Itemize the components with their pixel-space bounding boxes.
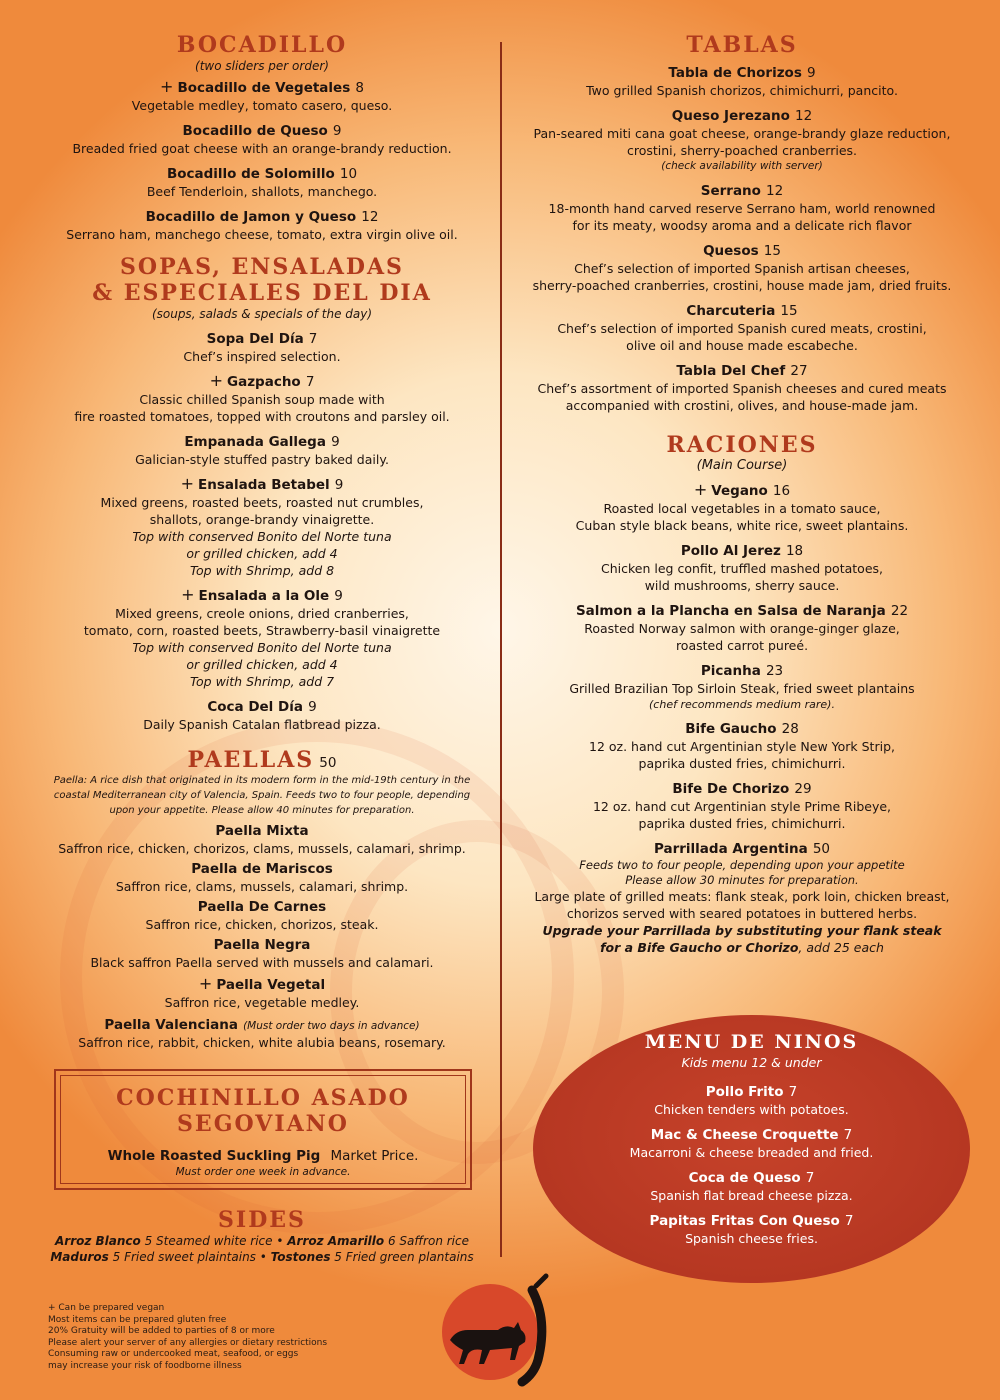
- side-name: Tostones: [270, 1250, 331, 1264]
- menu-item: [40, 860, 484, 895]
- side-name: Arroz Blanco: [55, 1234, 141, 1248]
- item-price: 50: [812, 841, 831, 857]
- vegan-marker: +: [693, 480, 708, 499]
- menu-item: [522, 660, 962, 712]
- tablas-section: [522, 32, 962, 414]
- menu-item: [40, 328, 484, 365]
- item-desc: Vegetable medley, tomato casero, queso.: [131, 98, 393, 113]
- menu-item: [522, 105, 962, 174]
- item-addon-note: or grilled chicken, add 4: [186, 657, 338, 672]
- item-desc: Saffron rice, chicken, chorizos, steak.: [145, 917, 379, 932]
- item-price: 23: [765, 663, 784, 679]
- bocadillo-section: [40, 32, 484, 243]
- item-price: 18: [785, 543, 804, 559]
- item-desc: tomato, corn, roasted beets, Strawberry-basil vinaigrette: [83, 623, 441, 638]
- menu-item: [533, 1081, 970, 1118]
- item-upgrade-price: , add 25 each: [798, 940, 884, 955]
- item-name: Pollo Frito: [705, 1084, 784, 1100]
- item-price: 12: [766, 183, 784, 199]
- item-name: Salmon a la Plancha en Salsa de Naranja: [575, 603, 886, 619]
- item-desc: Pan-seared miti cana goat cheese, orange-brandy glaze reduction,: [533, 126, 951, 141]
- menu-item: [522, 360, 962, 414]
- right-column: [522, 32, 962, 956]
- item-price: 9: [332, 123, 342, 139]
- item-name: Papitas Fritas Con Queso: [649, 1213, 840, 1229]
- item-desc: Chef’s selection of imported Spanish artisan cheeses,: [574, 261, 910, 276]
- item-price: 12: [795, 108, 813, 124]
- item-desc: Chef’s selection of imported Spanish cured meats, crostini,: [557, 321, 927, 336]
- item-desc: Saffron rice, chicken, chorizos, clams, mussels, calamari, shrimp.: [58, 841, 466, 856]
- item-price: 7: [805, 1170, 815, 1186]
- side-name: Maduros: [50, 1250, 109, 1264]
- item-desc: Roasted Norway salmon with orange-ginger glaze,: [584, 621, 900, 636]
- item-price: 7: [308, 331, 318, 347]
- item-desc: Saffron rice, clams, mussels, calamari, shrimp.: [115, 879, 409, 894]
- item-name: Serrano: [700, 183, 761, 199]
- item-price: 15: [780, 303, 798, 319]
- item-desc: Roasted local vegetables in a tomato sauce,: [603, 501, 881, 516]
- item-name: Coca Del Día: [207, 699, 303, 715]
- item-name: Pollo Al Jerez: [680, 543, 781, 559]
- item-desc: Spanish cheese fries.: [685, 1231, 818, 1246]
- item-price: 22: [890, 603, 909, 619]
- menu-item: [522, 718, 962, 772]
- item-desc: wild mushrooms, sherry sauce.: [644, 578, 840, 593]
- raciones-section: [522, 432, 962, 956]
- cochinillo-title-line2: SEGOVIANO: [177, 1111, 349, 1137]
- item-name: Paella Mixta: [215, 823, 309, 839]
- sopas-title-line1: SOPAS, ENSALADAS: [120, 254, 404, 280]
- item-desc: Classic chilled Spanish soup made with: [139, 392, 385, 407]
- footer-line: may increase your risk of foodborne illness: [48, 1360, 242, 1371]
- side-desc: 5 Fried green plantains: [330, 1250, 474, 1264]
- item-note: (check availability with server): [661, 160, 823, 172]
- footer-line: Consuming raw or undercooked meat, seafood, or eggs: [48, 1349, 299, 1359]
- item-price: 27: [790, 363, 808, 379]
- item-name: Empanada Gallega: [184, 434, 326, 450]
- item-desc: 12 oz. hand cut Argentinian style New York Strip,: [589, 739, 895, 754]
- item-desc: Galician-style stuffed pastry baked daily.: [135, 452, 389, 467]
- menu-item: [522, 180, 962, 234]
- item-name: Bife De Chorizo: [672, 781, 790, 797]
- menu-item: [40, 822, 484, 857]
- item-desc: Chicken tenders with potatoes.: [654, 1102, 849, 1117]
- cochinillo-note: Must order one week in advance.: [175, 1166, 351, 1178]
- menu-item: [533, 1124, 970, 1161]
- item-desc: Beef Tenderloin, shallots, manchego.: [146, 184, 378, 199]
- item-name: Paella Valenciana: [104, 1017, 238, 1033]
- sopas-subtitle: (soups, salads & specials of the day): [151, 307, 373, 321]
- kids-menu-subtitle: Kids menu 12 & under: [681, 1055, 822, 1070]
- menu-item: [522, 480, 962, 534]
- tablas-title: TABLAS: [686, 32, 798, 58]
- item-desc: Macarroni & cheese breaded and fried.: [629, 1145, 874, 1160]
- item-name: Tabla de Chorizos: [668, 65, 802, 81]
- item-desc: Serrano ham, manchego cheese, tomato, extra virgin olive oil.: [66, 227, 458, 242]
- left-column: [40, 32, 484, 1051]
- paellas-price: 50: [319, 755, 337, 771]
- item-name: Bocadillo de Jamon y Queso: [145, 209, 357, 225]
- item-price: 12: [361, 209, 379, 225]
- menu-item: [40, 974, 484, 1011]
- item-price: 28: [781, 721, 799, 737]
- item-name: Mac & Cheese Croquette: [650, 1127, 839, 1143]
- menu-item: [522, 62, 962, 99]
- item-name: Picanha: [700, 663, 761, 679]
- paellas-intro: Paella: A rice dish that originated in its modern form in the mid-19th century in the: [53, 775, 471, 786]
- bull-logo-icon: [420, 1270, 570, 1395]
- footer-line: Please alert your server of any allergies or dietary restrictions: [48, 1337, 328, 1348]
- item-desc: Daily Spanish Catalan flatbread pizza.: [143, 717, 381, 732]
- paellas-title: PAELLAS: [187, 747, 315, 773]
- item-upgrade: Upgrade your Parrillada by substituting your flank steak: [542, 923, 942, 938]
- item-desc: Chicken leg confit, truffled mashed potatoes,: [601, 561, 883, 576]
- vegan-marker: +: [180, 474, 195, 493]
- item-price: 29: [794, 781, 812, 797]
- item-desc: Saffron rice, rabbit, chicken, white alubia beans, rosemary.: [78, 1035, 446, 1050]
- item-price: 7: [305, 374, 315, 390]
- item-name: Whole Roasted Suckling Pig: [107, 1148, 321, 1164]
- item-addon-note: or grilled chicken, add 4: [186, 546, 338, 561]
- item-desc: paprika dusted fries, chimichurri.: [638, 756, 846, 771]
- menu-item: [533, 1167, 970, 1204]
- item-price: 15: [763, 243, 781, 259]
- item-desc: for its meaty, woodsy aroma and a delicate rich flavor: [572, 218, 912, 233]
- item-desc: 12 oz. hand cut Argentinian style Prime Ribeye,: [592, 799, 892, 814]
- item-addon-note: Top with Shrimp, add 8: [189, 563, 335, 578]
- item-addon-note: Top with Shrimp, add 7: [189, 674, 335, 689]
- column-divider: [500, 42, 502, 1257]
- item-name: Paella Negra: [213, 937, 311, 953]
- paellas-intro: coastal Mediterranean city of Valencia, Spain. Feeds two to four people, depending: [53, 790, 471, 801]
- item-name: Paella De Carnes: [197, 899, 327, 915]
- menu-item: [40, 696, 484, 733]
- vegan-marker: +: [198, 974, 213, 993]
- item-desc: shallots, orange-brandy vinaigrette.: [149, 512, 375, 527]
- item-name: Bocadillo de Queso: [182, 123, 328, 139]
- item-desc: Breaded fried goat cheese with an orange-brandy reduction.: [72, 141, 452, 156]
- item-desc: Chef’s inspired selection.: [183, 349, 341, 364]
- raciones-title: RACIONES: [666, 432, 818, 458]
- item-note: (Must order two days in advance): [243, 1020, 420, 1032]
- item-desc: Chef’s assortment of imported Spanish cheeses and cured meats: [537, 381, 947, 396]
- item-price: 9: [308, 699, 317, 715]
- menu-item: [522, 540, 962, 594]
- menu-item: [40, 431, 484, 468]
- item-desc: accompanied with crostini, olives, and house-made jam.: [565, 398, 919, 413]
- item-price: 9: [334, 588, 343, 604]
- item-name: Paella de Mariscos: [191, 861, 333, 877]
- vegan-marker: +: [181, 585, 195, 604]
- item-desc: roasted carrot pureé.: [675, 638, 809, 653]
- item-note: Feeds two to four people, depending upon your appetite: [579, 858, 905, 872]
- item-name: Gazpacho: [227, 374, 301, 390]
- menu-item: [40, 371, 484, 425]
- item-addon-note: Top with conserved Bonito del Norte tuna: [132, 640, 392, 655]
- raciones-subtitle: (Main Course): [696, 458, 788, 473]
- item-upgrade: for a Bife Gaucho or Chorizo: [600, 940, 799, 955]
- item-name: Vegano: [711, 483, 768, 499]
- item-addon-note: Top with conserved Bonito del Norte tuna: [132, 529, 392, 544]
- item-price: 8: [355, 80, 364, 96]
- item-price: 9: [334, 477, 344, 493]
- item-name: Quesos: [703, 243, 759, 259]
- cochinillo-box: [54, 1069, 472, 1190]
- item-desc: crostini, sherry-poached cranberries.: [626, 143, 858, 158]
- menu-item: [40, 474, 484, 579]
- menu-item: [40, 206, 484, 243]
- item-price: 16: [772, 483, 791, 499]
- item-name: Ensalada Betabel: [198, 477, 330, 493]
- menu-item: [533, 1210, 970, 1247]
- item-name: Bife Gaucho: [685, 721, 777, 737]
- item-desc: Large plate of grilled meats: flank steak, pork loin, chicken breast,: [534, 889, 950, 904]
- vegan-marker: +: [209, 371, 223, 390]
- vegan-marker: +: [160, 77, 174, 96]
- item-name: Charcuteria: [686, 303, 776, 319]
- item-price: 9: [806, 65, 816, 81]
- item-desc: Mixed greens, roasted beets, roasted nut crumbles,: [100, 495, 424, 510]
- item-name: Tabla Del Chef: [676, 363, 786, 379]
- sides-title: SIDES: [218, 1207, 306, 1233]
- sides-section: [40, 1207, 484, 1265]
- kids-menu-oval: [533, 1015, 970, 1283]
- item-desc: Saffron rice, vegetable medley.: [164, 995, 360, 1010]
- item-price: 10: [339, 166, 358, 182]
- item-desc: Spanish flat bread cheese pizza.: [650, 1188, 853, 1203]
- item-desc: sherry-poached cranberries, crostini, house made jam, dried fruits.: [532, 278, 952, 293]
- menu-item: [522, 778, 962, 832]
- menu-item: [40, 163, 484, 200]
- item-name: Parrillada Argentina: [653, 841, 808, 857]
- bocadillo-subtitle: (two sliders per order): [195, 59, 329, 73]
- item-desc: paprika dusted fries, chimichurri.: [638, 816, 846, 831]
- item-desc: chorizos served with seared potatoes in buttered herbs.: [566, 906, 918, 921]
- menu-item: [40, 77, 484, 114]
- footer-line: + Can be prepared vegan: [48, 1303, 165, 1313]
- bocadillo-title: BOCADILLO: [176, 32, 348, 58]
- footer-line: 20% Gratuity will be added to parties of 8 or more: [48, 1326, 275, 1336]
- item-price: Market Price.: [330, 1148, 419, 1164]
- item-price: 7: [844, 1213, 854, 1229]
- item-name: Queso Jerezano: [671, 108, 790, 124]
- item-desc: fire roasted tomatoes, topped with croutons and parsley oil.: [74, 409, 450, 424]
- side-name: Arroz Amarillo: [287, 1234, 385, 1248]
- cochinillo-title-line1: COCHINILLO ASADO: [116, 1085, 410, 1111]
- item-name: Paella Vegetal: [216, 977, 326, 993]
- menu-item: [522, 600, 962, 654]
- sopas-title-line2: & ESPECIALES DEL DIA: [92, 280, 432, 306]
- item-name: Bocadillo de Solomillo: [166, 166, 335, 182]
- menu-item: [522, 300, 962, 354]
- footer-line: Most items can be prepared gluten free: [48, 1314, 227, 1325]
- item-desc: 18-month hand carved reserve Serrano ham, world renowned: [548, 201, 936, 216]
- side-desc: 5 Fried sweet plaintains •: [108, 1250, 271, 1264]
- item-name: Coca de Queso: [688, 1170, 801, 1186]
- kids-menu-title: MENU DE NINOS: [644, 1031, 859, 1053]
- item-name: Ensalada a la Ole: [198, 588, 330, 604]
- item-price: 9: [331, 434, 340, 450]
- item-price: 7: [788, 1084, 798, 1100]
- item-desc: Black saffron Paella served with mussels and calamari.: [90, 955, 434, 970]
- menu-item: [40, 898, 484, 933]
- item-desc: olive oil and house made escabeche.: [626, 338, 858, 353]
- paellas-intro: upon your appetite. Please allow 40 minutes for preparation.: [109, 805, 415, 816]
- side-desc: 5 Steamed white rice •: [140, 1234, 288, 1248]
- item-desc: Cuban style black beans, white rice, sweet plantains.: [575, 518, 909, 533]
- item-desc: Two grilled Spanish chorizos, chimichurri, pancito.: [586, 83, 898, 98]
- footer-notes: [48, 1303, 327, 1372]
- side-desc: 6 Saffron rice: [384, 1234, 469, 1248]
- paellas-section: [40, 747, 484, 1051]
- item-note: Please allow 30 minutes for preparation.: [625, 873, 859, 887]
- item-desc: Mixed greens, creole onions, dried cranberries,: [115, 606, 409, 621]
- item-name: Sopa Del Día: [206, 331, 304, 347]
- item-desc: Grilled Brazilian Top Sirloin Steak, fried sweet plantains: [569, 681, 915, 696]
- item-price: 7: [843, 1127, 853, 1143]
- menu-item: [522, 240, 962, 294]
- item-name: Bocadillo de Vegetales: [177, 80, 351, 96]
- menu-item: [40, 1014, 484, 1051]
- menu-item: [40, 120, 484, 157]
- sopas-section: [40, 254, 484, 733]
- menu-item: [40, 936, 484, 971]
- item-note: (chef recommends medium rare).: [649, 698, 835, 711]
- menu-item: [522, 838, 962, 956]
- menu-item: [40, 585, 484, 690]
